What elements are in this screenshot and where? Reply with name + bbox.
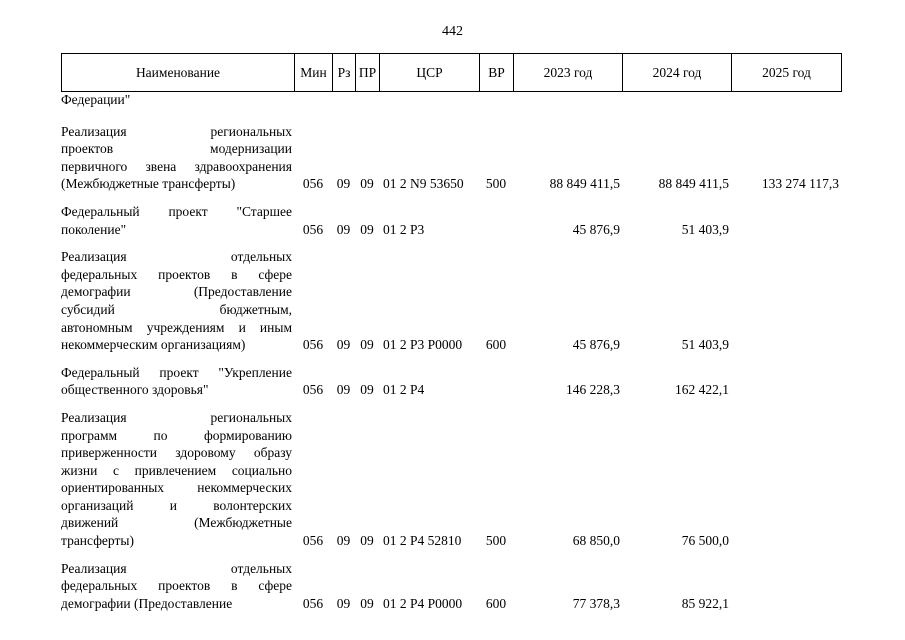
cell-csr: 01 2 P4 bbox=[383, 382, 425, 398]
cell-name bbox=[61, 91, 294, 109]
cell-2024: 51 403,9 bbox=[681, 221, 729, 237]
name-line: Федеральный проект "Старшее bbox=[61, 203, 292, 219]
name-line: жизни с привлечением социально bbox=[61, 462, 292, 478]
cell-min: 056 bbox=[302, 337, 324, 353]
table-row bbox=[61, 560, 851, 613]
header-min: Мин bbox=[295, 54, 333, 92]
cell-csr: 01 2 P4 52810 bbox=[383, 533, 462, 549]
header-vr: ВР bbox=[480, 54, 514, 92]
name-line: автономным учреждениям и иным bbox=[61, 319, 292, 335]
header-rz: Рз bbox=[333, 54, 356, 92]
name-line: трансферты) bbox=[61, 533, 134, 549]
header-year-2023: 2023 год bbox=[514, 54, 623, 92]
cell-rz: 09 bbox=[336, 595, 351, 611]
cell-vr: 500 bbox=[485, 533, 507, 549]
cell-pr: 09 bbox=[360, 382, 374, 398]
name-line: ориентированных некоммерческих bbox=[61, 480, 292, 496]
header-pr: ПР bbox=[356, 54, 380, 92]
cell-name bbox=[61, 409, 294, 550]
cell-name bbox=[61, 248, 294, 354]
cell-2023: 146 228,3 bbox=[566, 382, 620, 398]
name-line: движений (Межбюджетные bbox=[61, 515, 292, 531]
cell-pr: 09 bbox=[360, 595, 374, 611]
cell-name bbox=[61, 123, 294, 193]
cell-vr: 500 bbox=[485, 176, 507, 192]
table-row bbox=[61, 409, 851, 550]
name-line: некоммерческим организациям) bbox=[61, 337, 246, 353]
table-row bbox=[61, 91, 851, 109]
header-year-2025: 2025 год bbox=[732, 54, 842, 92]
cell-2023: 68 850,0 bbox=[572, 533, 620, 549]
name-line: федеральных проектов в сфере bbox=[61, 266, 292, 282]
cell-2024: 85 922,1 bbox=[681, 595, 729, 611]
cell-vr: 600 bbox=[485, 595, 507, 611]
cell-vr: 600 bbox=[485, 337, 507, 353]
header-name: Наименование bbox=[62, 54, 295, 92]
cell-rz: 09 bbox=[336, 533, 351, 549]
name-line: Реализация отдельных bbox=[61, 560, 292, 576]
table-header bbox=[61, 53, 842, 92]
table-row bbox=[61, 123, 851, 193]
name-line: федеральных проектов в сфере bbox=[61, 578, 292, 594]
name-line: (Межбюджетные трансферты) bbox=[61, 176, 236, 192]
cell-name bbox=[61, 364, 294, 399]
table-row bbox=[61, 248, 851, 354]
name-line: демографии (Предоставление bbox=[61, 284, 292, 300]
cell-csr: 01 2 N9 53650 bbox=[383, 176, 464, 192]
name-line: демографии (Предоставление bbox=[61, 595, 233, 611]
cell-2024: 51 403,9 bbox=[681, 337, 729, 353]
name-line: Реализация региональных bbox=[61, 123, 292, 139]
header-year-2024: 2024 год bbox=[623, 54, 732, 92]
cell-rz: 09 bbox=[336, 176, 351, 192]
table-row bbox=[61, 364, 851, 399]
name-line: Реализация отдельных bbox=[61, 249, 292, 265]
cell-pr: 09 bbox=[360, 533, 374, 549]
cell-rz: 09 bbox=[336, 337, 351, 353]
cell-min: 056 bbox=[302, 221, 324, 237]
name-line: поколение" bbox=[61, 221, 127, 237]
cell-2024: 76 500,0 bbox=[681, 533, 729, 549]
name-line: проектов модернизации bbox=[61, 141, 292, 157]
name-line: Федерации" bbox=[61, 92, 131, 107]
cell-2023: 45 876,9 bbox=[572, 221, 620, 237]
cell-csr: 01 2 P3 bbox=[383, 221, 425, 237]
cell-2023: 88 849 411,5 bbox=[549, 176, 620, 192]
name-line: Федеральный проект "Укрепление bbox=[61, 364, 292, 380]
header-csr: ЦСР bbox=[380, 54, 480, 92]
cell-pr: 09 bbox=[360, 221, 374, 237]
page-number: 442 bbox=[442, 24, 463, 39]
cell-name bbox=[61, 203, 294, 238]
cell-2024: 88 849 411,5 bbox=[658, 176, 729, 192]
cell-2025: 133 274 117,3 bbox=[761, 176, 839, 192]
cell-min: 056 bbox=[302, 382, 324, 398]
cell-pr: 09 bbox=[360, 337, 374, 353]
cell-2023: 45 876,9 bbox=[572, 337, 620, 353]
name-line: первичного звена здравоохранения bbox=[61, 158, 292, 174]
cell-csr: 01 2 P3 P0000 bbox=[383, 337, 463, 353]
cell-rz: 09 bbox=[336, 382, 351, 398]
name-line: программ по формированию bbox=[61, 427, 292, 443]
cell-2024: 162 422,1 bbox=[675, 382, 729, 398]
name-line: общественного здоровья" bbox=[61, 382, 209, 398]
name-line: организаций и волонтерских bbox=[61, 497, 292, 513]
name-line: субсидий бюджетным, bbox=[61, 301, 292, 317]
cell-name bbox=[61, 560, 294, 613]
table-body bbox=[61, 91, 851, 612]
cell-min: 056 bbox=[302, 176, 324, 192]
cell-csr: 01 2 P4 P0000 bbox=[383, 595, 463, 611]
cell-pr: 09 bbox=[360, 176, 374, 192]
cell-min: 056 bbox=[302, 533, 324, 549]
name-line: Реализация региональных bbox=[61, 409, 292, 425]
table-row bbox=[61, 203, 851, 238]
cell-min: 056 bbox=[302, 595, 324, 611]
cell-rz: 09 bbox=[336, 221, 351, 237]
cell-2023: 77 378,3 bbox=[572, 595, 620, 611]
name-line: приверженности здоровому образу bbox=[61, 445, 292, 461]
